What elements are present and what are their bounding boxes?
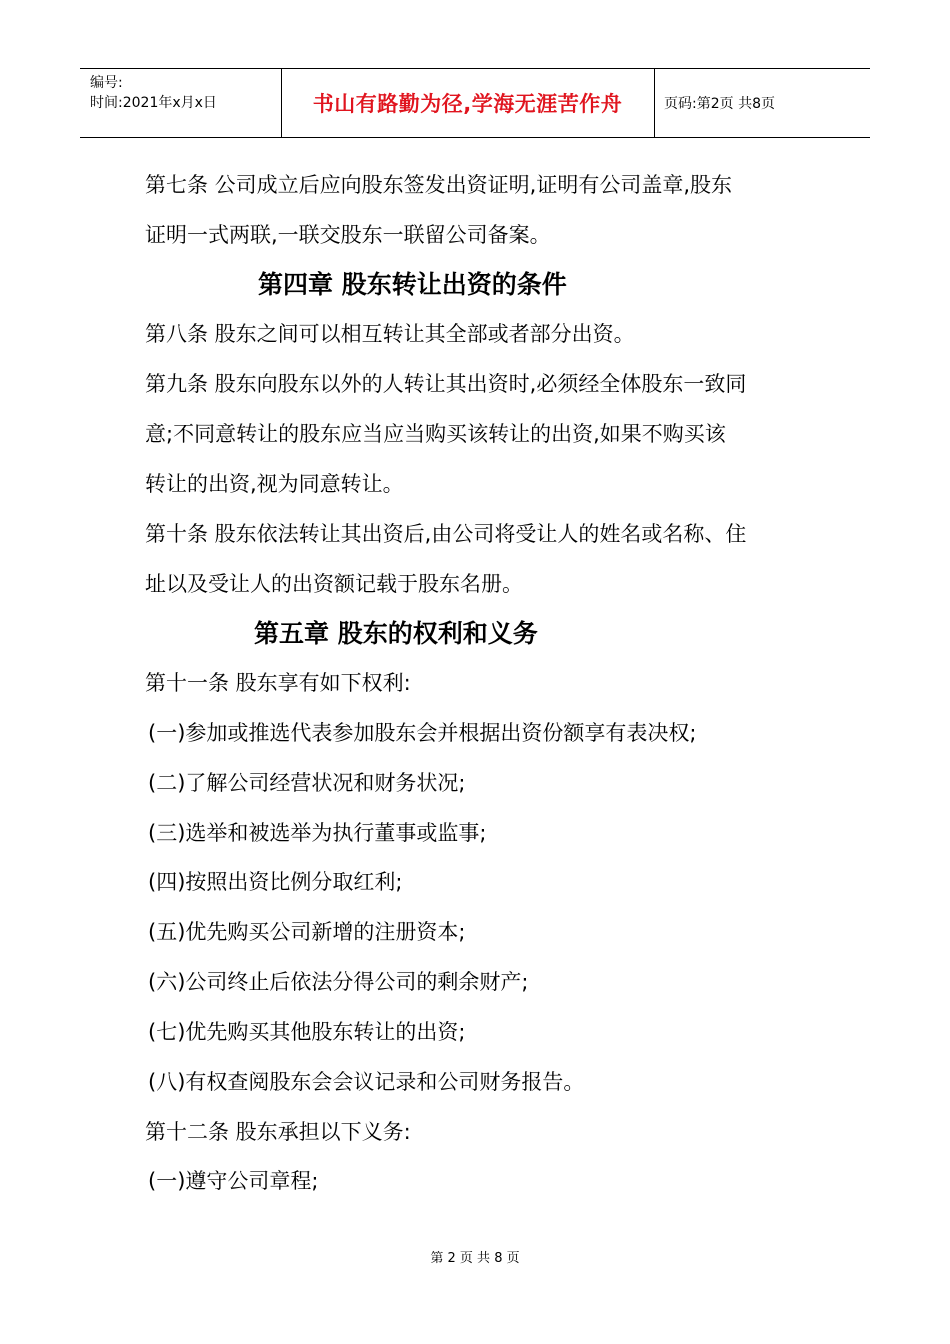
rights-list-item: (二)了解公司经营状况和财务状况;: [148, 771, 466, 795]
rights-list-item: (六)公司终止后依法分得公司的剩余财产;: [148, 970, 529, 994]
header-motto: 书山有路勤为径,学海无涯苦作舟: [312, 92, 623, 116]
rights-list-item: (八)有权查阅股东会会议记录和公司财务报告。: [148, 1070, 585, 1094]
article-9-line-1: 第九条 股东向股东以外的人转让其出资时,必须经全体股东一致同: [145, 372, 747, 396]
article-9-line-3: 转让的出资,视为同意转让。: [145, 472, 404, 496]
header-page-info: 页码:第2页 共8页: [664, 96, 775, 112]
page-header: [80, 68, 870, 138]
header-divider: [654, 69, 655, 137]
chapter-5-heading: 第五章 股东的权利和义务: [254, 619, 538, 648]
rights-list-item: (五)优先购买公司新增的注册资本;: [148, 920, 466, 944]
article-7-line-2: 证明一式两联,一联交股东一联留公司备案。: [145, 223, 551, 247]
duties-list-item: (一)遵守公司章程;: [148, 1169, 319, 1193]
article-10-line-1: 第十条 股东依法转让其出资后,由公司将受让人的姓名或名称、住: [145, 522, 747, 546]
article-12: 第十二条 股东承担以下义务:: [145, 1120, 411, 1144]
article-11: 第十一条 股东享有如下权利:: [145, 671, 411, 695]
rights-list-item: (七)优先购买其他股东转让的出资;: [148, 1020, 466, 1044]
chapter-4-heading: 第四章 股东转让出资的条件: [258, 270, 567, 299]
rights-list-item: (一)参加或推选代表参加股东会并根据出资份额享有表决权;: [148, 721, 697, 745]
number-label: 编号:: [90, 75, 123, 91]
article-10-line-2: 址以及受让人的出资额记载于股东名册。: [145, 572, 523, 596]
rights-list-item: (三)选举和被选举为执行董事或监事;: [148, 821, 487, 845]
rights-list-item: (四)按照出资比例分取红利;: [148, 870, 403, 894]
page-footer: 第 2 页 共 8 页: [430, 1251, 520, 1266]
article-8: 第八条 股东之间可以相互转让其全部或者部分出资。: [145, 322, 635, 346]
time-label: 时间:2021年x月x日: [90, 95, 217, 111]
header-meta: [90, 73, 217, 113]
article-9-line-2: 意;不同意转让的股东应当应当购买该转让的出资,如果不购买该: [145, 422, 726, 446]
article-7-line-1: 第七条 公司成立后应向股东签发出资证明,证明有公司盖章,股东: [145, 173, 733, 197]
